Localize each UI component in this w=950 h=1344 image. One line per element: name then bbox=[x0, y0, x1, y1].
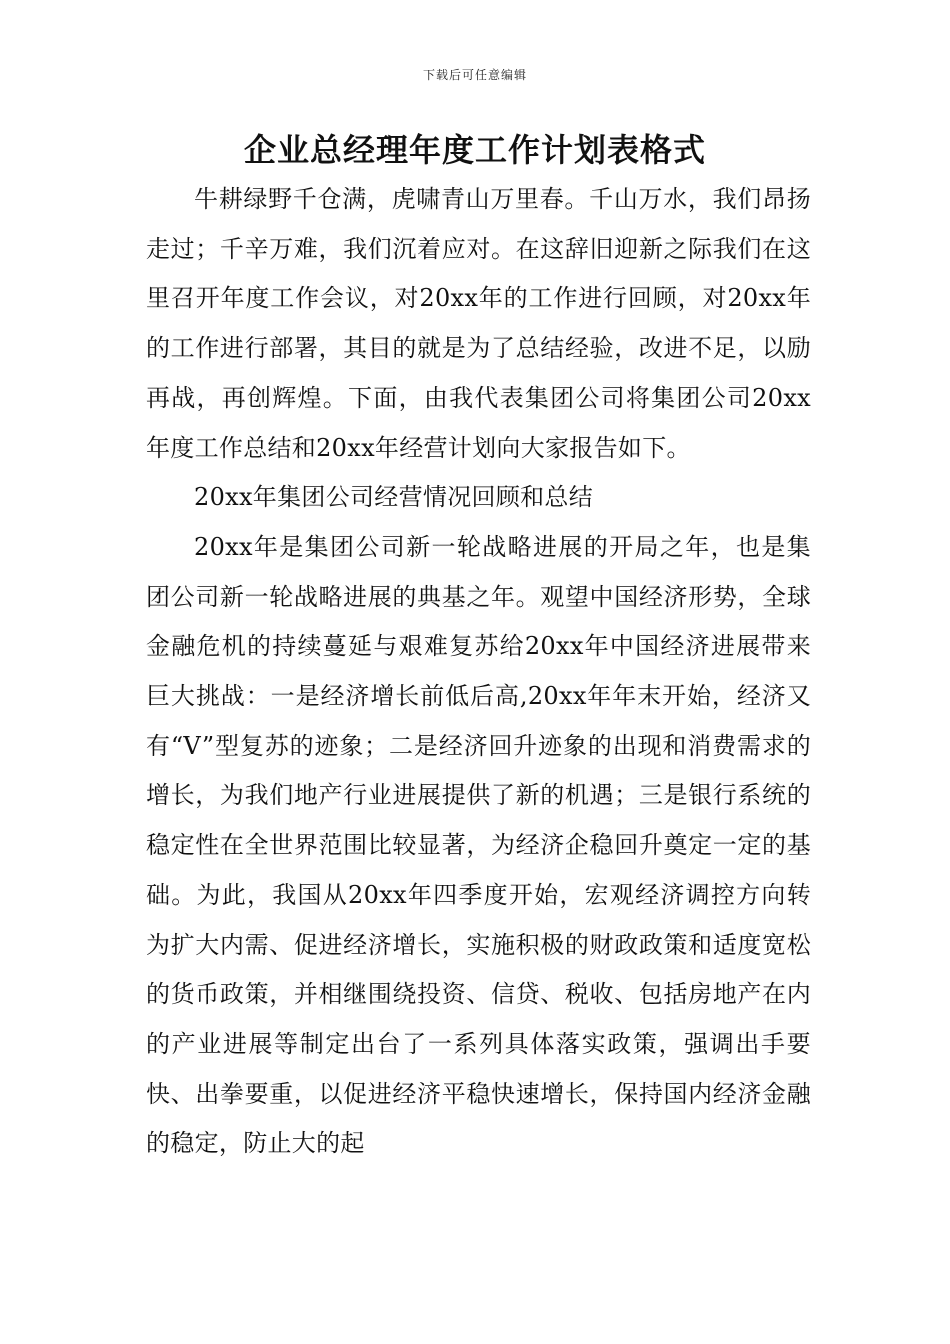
document-title: 企业总经理年度工作计划表格式 bbox=[243, 131, 706, 169]
header-note: 下载后可任意编辑 bbox=[422, 68, 527, 82]
paragraph-intro: 牛耕绿野千仓满，虎啸青山万里春。千山万水，我们昂扬走过；千辛万难，我们沉着应对。在这辞旧迎新之际我们在这里召开年度工作会议，对20xx年的工作进行回顾，对20xx年的工作进行部署，其目的就是为了总结经验，改进不足，以励再战，再创辉煌。下面，由我代表集团公司将集团公司20xx年度工作总结和20xx年经营计划向大家报告如下。 bbox=[146, 185, 811, 462]
paragraph-section-heading: 20xx年集团公司经营情况回顾和总结 bbox=[194, 483, 594, 512]
document-body bbox=[146, 175, 811, 1169]
paragraph-review: 20xx年是集团公司新一轮战略进展的开局之年，也是集团公司新一轮战略进展的典基之年。观望中国经济形势，全球金融危机的持续蔓延与艰难复苏给20xx年中国经济进展带来巨大挑战：一是经济增长前低后高,20xx年年末开始，经济又有“V”型复苏的迹象；二是经济回升迹象的出现和消费需求的增长，为我们地产行业进展提供了新的机遇；三是银行系统的稳定性在全世界范围比较显著，为经济企稳回升奠定一定的基础。为此，我国从20xx年四季度开始，宏观经济调控方向转为扩大内需、促进经济增长，实施积极的财政政策和适度宽松的货币政策，并相继围绕投资、信贷、税收、包括房地产在内的产业进展等制定出台了一系列具体落实政策，强调出手要快、出拳要重，以促进经济平稳快速增长，保持国内经济金融的稳定，防止大的起 bbox=[146, 532, 811, 1158]
